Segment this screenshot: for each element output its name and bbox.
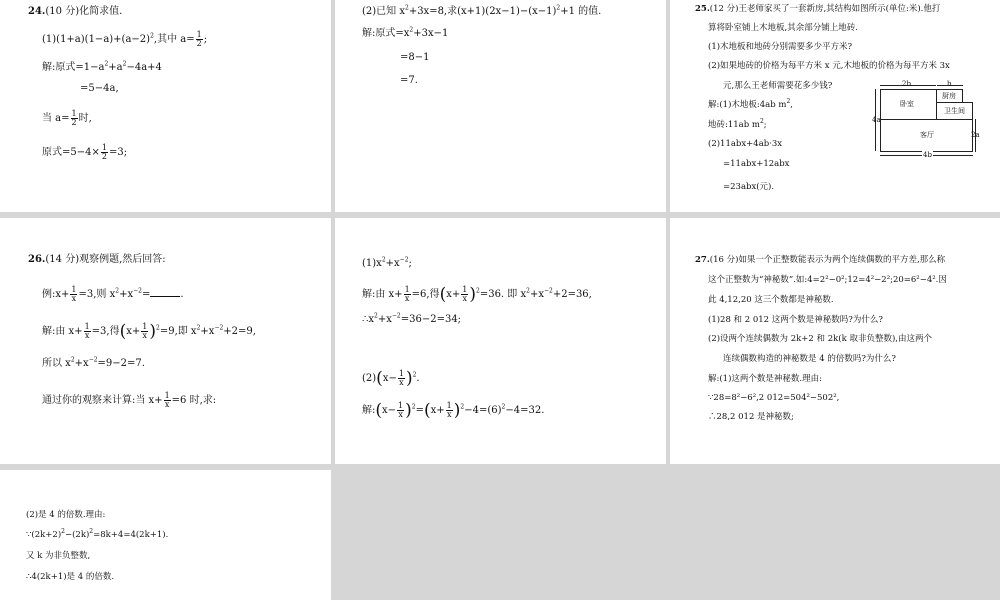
room-bathroom-label: 卫生间 xyxy=(944,107,965,115)
dim-2a-label: 2a xyxy=(971,131,980,139)
q26b-q2: (2)(x− $\frac{1}{x}$ )$^2$. xyxy=(362,368,420,389)
panel-q27 xyxy=(670,218,1000,464)
dim-2b-label: 2b xyxy=(902,80,911,88)
q26b-q1: $(1)x^2+x^{-2}$; xyxy=(362,256,412,269)
q24-number: 24. xyxy=(28,6,46,17)
q27-solution-2: ∵28=8²−6²,2 012=504²−502², xyxy=(708,393,840,403)
q27-line-6: 连续偶数构造的神秘数是 4 的倍数吗?为什么? xyxy=(723,354,896,364)
q26b-a3: 解:(x− $\frac{1}{x}$ )$^2$=(x+ $\frac{1}{x}$ )$^2-4=(6)^2-4=32$. xyxy=(362,400,545,421)
q27-solution-1: 解:(1)这两个数是神秘数.理由: xyxy=(708,374,822,384)
answer-blank xyxy=(150,287,180,297)
q24b-solution-3: =7. xyxy=(400,75,418,86)
q27b-solution-1: (2)是 4 的倍数.理由: xyxy=(26,510,106,520)
q27b-solution-4: ∴4(2k+1)是 4 的倍数. xyxy=(26,572,115,582)
q24-solution-3: 当 a= $\frac{1}{2}$ 时, xyxy=(42,109,92,127)
floor-plan-diagram xyxy=(874,80,978,160)
room-living-label: 客厅 xyxy=(920,131,934,139)
q27-line-3: 此 4,12,20 这三个数都是神秘数. xyxy=(708,295,834,305)
q24-part1: $(1)(1+a)(1-a)+(a-2)^2$,其中 a= $\frac{1}{2}$ ; xyxy=(42,30,208,48)
q26b-a2: $\therefore x^2+x^{-2}=36-2=34$; xyxy=(362,312,462,325)
q24-title: (10 分)化简求值. xyxy=(45,6,123,17)
q24-header xyxy=(28,5,122,19)
q27b-solution-2: $\because(2k+2)^2-(2k)^2=8k+4=4(2k+1)$. xyxy=(26,528,169,540)
fraction: $\frac{1}{2}$ xyxy=(196,30,202,48)
q24-solution-2: =5−4a, xyxy=(80,83,119,94)
q24-solution-4: 原式=5−4× $\frac{1}{2}$ =3; xyxy=(42,143,128,161)
dim-4a-label: 4a xyxy=(872,116,881,124)
q24b-solution-2: =8−1 xyxy=(400,52,430,63)
q25-line-3: (1)木地板和地砖分别需要多少平方米? xyxy=(708,42,853,52)
q24b-question: (2)已知 $x^2+3x=8$,求$(x+1)(2x-1)-(x-1)^2+1$ 的值. xyxy=(362,4,602,17)
q27-line-4: (1)28 和 2 012 这两个数是神秘数吗?为什么? xyxy=(708,315,883,325)
q27b-solution-3: 又 k 为非负整数, xyxy=(26,551,91,561)
q25-solution-5: =23abx(元). xyxy=(723,182,775,192)
q24b-solution-1: 解:原式$=x^2+3x-1$ xyxy=(362,26,449,39)
room-bedroom-label: 卧室 xyxy=(900,100,914,108)
panel-q26 xyxy=(0,218,331,464)
q25-line-4: (2)如果地砖的价格为每平方米 x 元,木地板的价格为每平方米 3x xyxy=(708,61,950,71)
q25-solution-1: 解:(1)木地板:4ab $m^2$, xyxy=(708,98,793,110)
q27-line-2: 这个正整数为“神秘数”.如:4=2²−0²;12=4²−2²;20=6²−4².因 xyxy=(708,275,947,285)
q26b-a1: 解:由 x+ $\frac{1}{x}$ =6,得(x+ $\frac{1}{x}$ )$^2$=36. 即 $x^2+x^{-2}+2=36$, xyxy=(362,284,592,305)
dim-b-label: b xyxy=(947,80,952,88)
q25-solution-2: 地砖:11ab $m^2$; xyxy=(708,118,767,130)
q25-header: 25.(12 分)王老师家买了一套新房,其结构如图所示(单位:米).他打 xyxy=(695,4,941,14)
q26-header: 26.(14 分)观察例题,然后回答: xyxy=(28,254,166,265)
room-kitchen-label: 厨房 xyxy=(942,92,956,100)
q25-solution-4: =11abx+12abx xyxy=(723,159,790,169)
q26-example: 例:x+ $\frac{1}{x}$ =3,则 $x^2+x^{-2}=$ . xyxy=(42,285,184,303)
panel-q27-part2 xyxy=(0,470,331,600)
q27-line-5: (2)设两个连续偶数为 2k+2 和 2k(k 取非负整数),由这两个 xyxy=(708,334,932,344)
q25-solution-3: (2)11abx+4ab·3x xyxy=(708,139,783,149)
panel-q26-answers xyxy=(335,218,666,464)
q26-solution-1: 解:由 x+ $\frac{1}{x}$ =3,得(x+ $\frac{1}{x}$ )$^2$=9,即 $x^2+x^{-2}+2=9$, xyxy=(42,321,256,342)
q24-solution-1: 解:原式$=1-a^2+a^2-4a+4$ xyxy=(42,60,162,73)
panel-q24-part2 xyxy=(335,0,666,212)
q26-task: 通过你的观察来计算:当 x+ $\frac{1}{x}$ =6 时,求: xyxy=(42,391,217,409)
q25-line-2: 算将卧室铺上木地板,其余部分铺上地砖. xyxy=(708,23,858,33)
q27-header: 27.(16 分)如果一个正整数能表示为两个连续偶数的平方差,那么称 xyxy=(695,255,946,265)
q25-line-5: 元,那么王老师需要花多少钱? xyxy=(723,81,833,91)
dim-4b-label: 4b xyxy=(923,151,932,159)
panel-q25 xyxy=(670,0,1000,212)
q26-solution-2: 所以 $x^2+x^{-2}=9-2=7$. xyxy=(42,356,145,369)
q27-solution-3: ∴28,2 012 是神秘数; xyxy=(708,412,794,422)
panel-q24 xyxy=(0,0,331,212)
